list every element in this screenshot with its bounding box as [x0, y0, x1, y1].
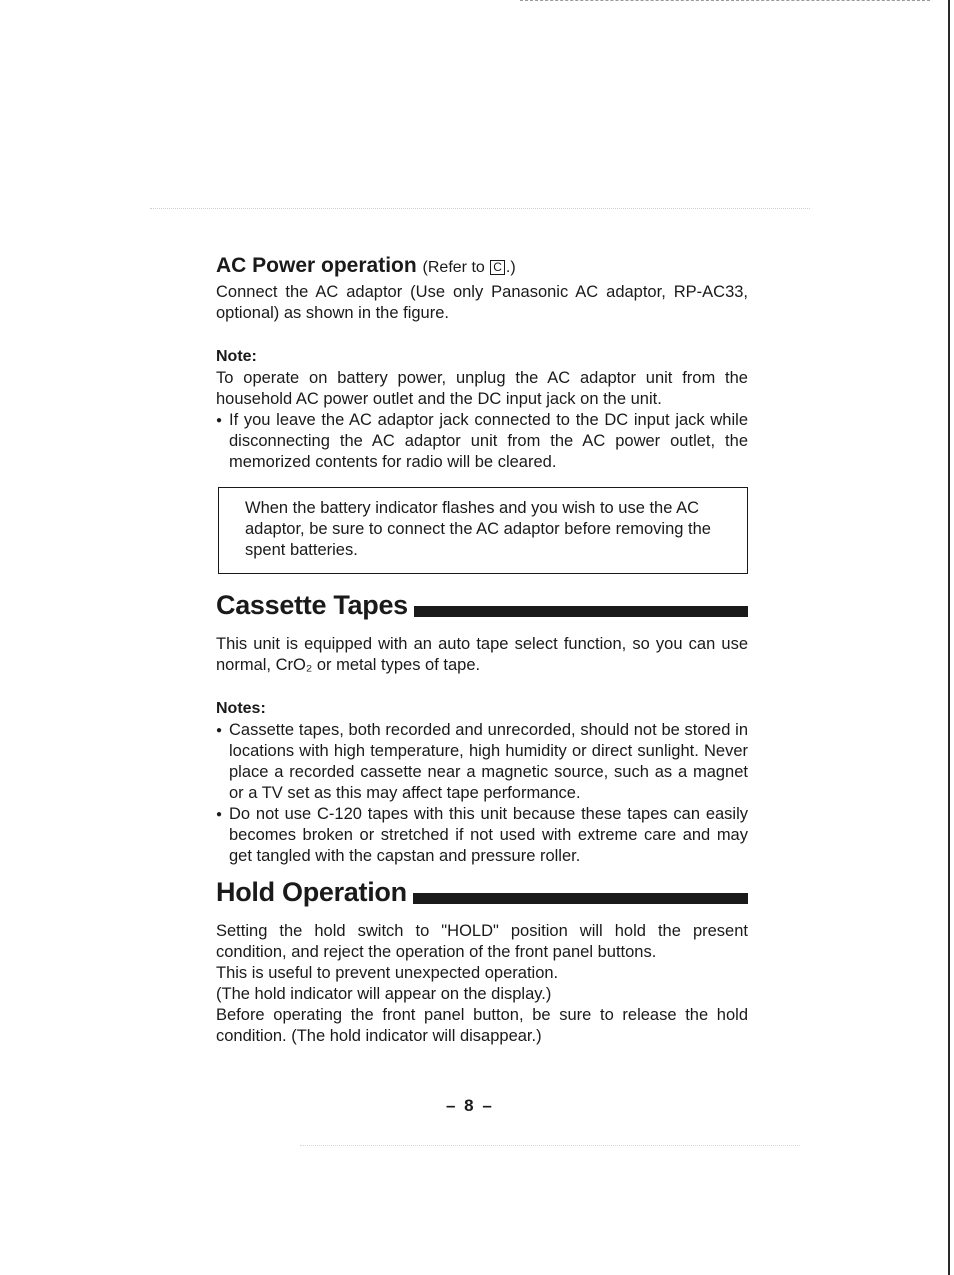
hold-line-3: (The hold indicator will appear on the display.) — [216, 985, 552, 1003]
ac-power-body: Connect the AC adaptor (Use only Panasonic AC adaptor, RP-AC33, optional) as shown in the figure. — [216, 283, 748, 322]
ac-power-heading — [216, 252, 748, 282]
scan-artifact-top — [520, 0, 930, 3]
battery-indicator-box — [218, 487, 748, 574]
scan-artifact-line — [150, 208, 810, 209]
scan-artifact-line-bottom — [300, 1145, 800, 1146]
note-text: To operate on battery power, unplug the AC adaptor unit from the household AC power outlet and the DC input jack on the unit. — [216, 369, 748, 408]
cassette-note-1: ● Cassette tapes, both recorded and unrecorded, should not be stored in locations with high temperature, high humidity or direct sunlight. Never place a recorded cassette near a magnetic source, such as a magnet or a TV set as this may affect tape performance. — [216, 720, 748, 804]
page-edge — [948, 0, 950, 1275]
figure-c-ref: C — [490, 260, 505, 275]
hold-line-1: Setting the hold switch to "HOLD" position will hold the present condition, and reject the operation of the front panel buttons. — [216, 922, 748, 961]
page-number: – 8 – — [446, 1096, 494, 1115]
manual-page — [216, 252, 748, 1047]
refer-note — [423, 259, 516, 276]
battery-indicator-text: When the battery indicator flashes and you wish to use the AC adaptor, be sure to connect the AC adaptor before removing the spent batteries. — [245, 499, 711, 559]
refer-open: (Refer to — [422, 259, 490, 276]
heading-rule — [414, 606, 748, 617]
notes-label: Notes: — [216, 700, 266, 717]
hold-line-2: This is useful to prevent unexpected operation. — [216, 964, 559, 982]
ac-power-heading-text: AC Power operation — [216, 254, 417, 277]
note-bullet: ● If you leave the AC adaptor jack connected to the DC input jack while disconnecting the AC adaptor unit from the AC power outlet, the memorized contents for radio will be cleared. — [216, 410, 748, 473]
cassette-note-2: ● Do not use C-120 tapes with this unit because these tapes can easily becomes broken or stretched if not used with extreme care and may get tangled with the capstan and pressure roller. — [216, 804, 748, 867]
ac-power-section — [216, 252, 748, 574]
cassette-heading: Cassette Tapes — [216, 590, 408, 620]
note-label: Note: — [216, 348, 257, 365]
refer-close: .) — [505, 259, 516, 276]
hold-heading-row — [216, 875, 748, 909]
cassette-body: This unit is equipped with an auto tape select function, so you can use normal, CrO₂ or metal types of tape. — [216, 635, 748, 674]
hold-heading: Hold Operation — [216, 877, 407, 907]
hold-line-4: Before operating the front panel button, be sure to release the hold condition. (The hold indicator will disappear.) — [216, 1006, 748, 1045]
heading-rule — [413, 893, 748, 904]
cassette-heading-row — [216, 588, 748, 622]
